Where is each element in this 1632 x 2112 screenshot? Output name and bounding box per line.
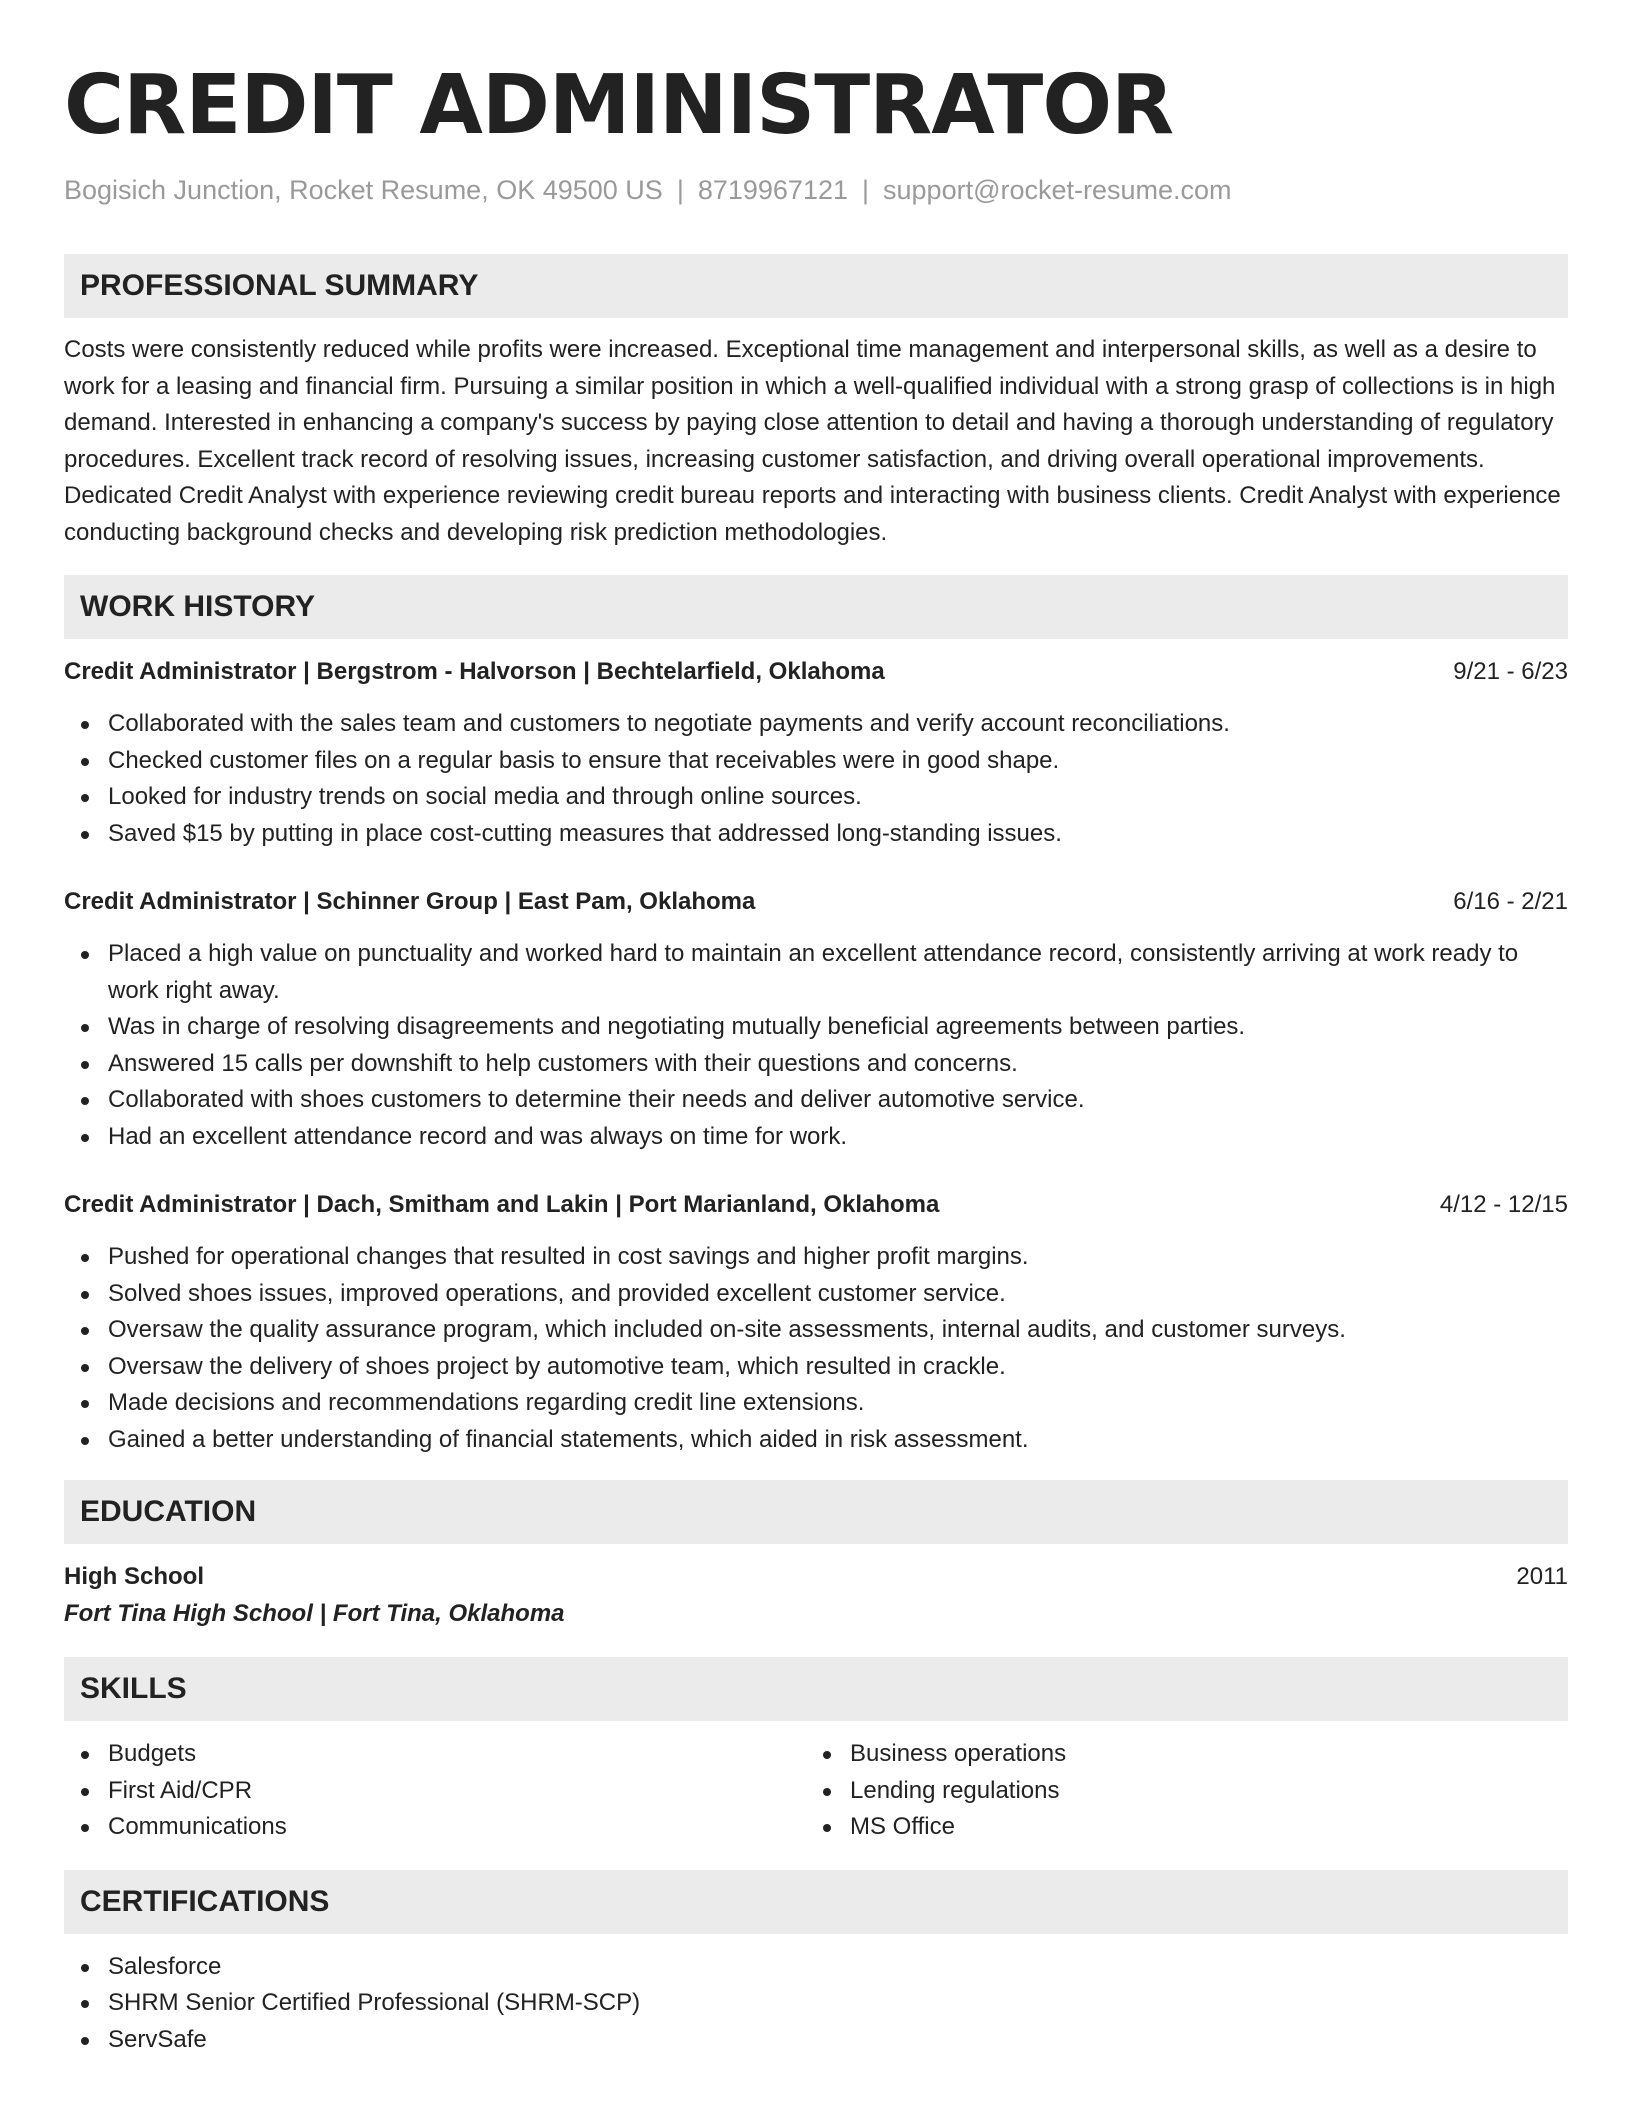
job-header (64, 1187, 1568, 1223)
section-header-certifications: CERTIFICATIONS (64, 1870, 1568, 1934)
job-bullet: Gained a better understanding of financial statements, which aided in risk assessment. (64, 1422, 1568, 1459)
job-bullets (64, 1239, 1568, 1458)
job-title: Credit Administrator | Schinner Group | East Pam, Oklahoma (64, 888, 756, 915)
certification-item: Salesforce (64, 1949, 1568, 1986)
job-bullet: Collaborated with the sales team and customers to negotiate payments and verify account reconciliations. (64, 706, 1568, 743)
skills-grid (64, 1736, 1568, 1846)
job-bullet: Was in charge of resolving disagreements and negotiating mutually beneficial agreements between parties. (64, 1009, 1568, 1046)
job-dates: 4/12 - 12/15 (1439, 1191, 1568, 1218)
resume-page (64, 56, 1568, 2058)
education-degree: High School (64, 1563, 204, 1590)
job-header (64, 884, 1568, 920)
job-bullet: Solved shoes issues, improved operations, and provided excellent customer service. (64, 1276, 1568, 1313)
job-header (64, 654, 1568, 690)
certifications-list (64, 1949, 1568, 2059)
job-bullet: Made decisions and recommendations regarding credit line extensions. (64, 1385, 1568, 1422)
summary-text: Costs were consistently reduced while profits were increased. Exceptional time management and interpersonal skills, as well as a desire to work for a leasing and financial firm. Pursuing a similar position in which a well-qualified individual with a strong grasp of collections is in high demand. Interested in enhancing a company's success by paying close attention to detail and having a thorough understanding of regulatory procedures. Excellent track record of resolving issues, increasing customer satisfaction, and driving overall operational improvements. Dedicated Credit Analyst with experience reviewing credit bureau reports and interacting with business clients. Credit Analyst with experience conducting background checks and developing risk prediction methodologies. (64, 336, 1561, 546)
job-entry (64, 654, 1568, 852)
job-title: Credit Administrator | Dach, Smitham and Lakin | Port Marianland, Oklahoma (64, 1191, 940, 1218)
certification-item: ServSafe (64, 2022, 1568, 2059)
certification-item: SHRM Senior Certified Professional (SHRM-SCP) (64, 1985, 1568, 2022)
contact-separator: | (862, 175, 870, 205)
skills-column-right (806, 1736, 1548, 1846)
contact-line (64, 170, 1568, 210)
contact-phone: 8719967121 (697, 175, 848, 205)
job-bullet: Placed a high value on punctuality and worked hard to maintain an excellent attendance record, consistently arriving at work ready to work right away. (64, 936, 1568, 1009)
job-bullet: Answered 15 calls per downshift to help customers with their questions and concerns. (64, 1046, 1568, 1083)
job-bullet: Oversaw the delivery of shoes project by automotive team, which resulted in crackle. (64, 1349, 1568, 1386)
job-bullet: Collaborated with shoes customers to determine their needs and deliver automotive service. (64, 1082, 1568, 1119)
section-header-education: EDUCATION (64, 1480, 1568, 1544)
skill-item: Budgets (64, 1736, 806, 1773)
education-year: 2011 (1516, 1563, 1568, 1590)
section-header-skills: SKILLS (64, 1657, 1568, 1721)
education-header (64, 1559, 1568, 1595)
section-header-work-history: WORK HISTORY (64, 575, 1568, 639)
job-dates: 9/21 - 6/23 (1453, 658, 1568, 685)
job-entry (64, 884, 1568, 1155)
skill-item: Communications (64, 1809, 806, 1846)
job-bullet: Looked for industry trends on social media and through online sources. (64, 779, 1568, 816)
job-dates: 6/16 - 2/21 (1453, 888, 1568, 915)
education-entry (64, 1559, 1568, 1633)
job-title: Credit Administrator | Bergstrom - Halvorson | Bechtelarfield, Oklahoma (64, 658, 885, 685)
skills-column-left (64, 1736, 806, 1846)
skill-item: MS Office (806, 1809, 1548, 1846)
skill-item: Lending regulations (806, 1773, 1548, 1810)
job-bullet: Had an excellent attendance record and was always on time for work. (64, 1119, 1568, 1156)
section-header-summary: PROFESSIONAL SUMMARY (64, 254, 1568, 318)
job-bullets (64, 936, 1568, 1155)
job-bullet: Oversaw the quality assurance program, which included on-site assessments, internal audits, and customer surveys. (64, 1312, 1568, 1349)
education-school: Fort Tina High School | Fort Tina, Oklahoma (64, 1600, 565, 1627)
candidate-name: CREDIT ADMINISTRATOR (64, 58, 1174, 153)
contact-address: Bogisich Junction, Rocket Resume, OK 49500 US (64, 175, 663, 205)
job-bullet: Checked customer files on a regular basis to ensure that receivables were in good shape. (64, 743, 1568, 780)
contact-separator: | (676, 175, 684, 205)
job-bullet: Saved $15 by putting in place cost-cutting measures that addressed long-standing issues. (64, 816, 1568, 853)
job-bullet: Pushed for operational changes that resulted in cost savings and higher profit margins. (64, 1239, 1568, 1276)
skill-item: First Aid/CPR (64, 1773, 806, 1810)
job-entry (64, 1187, 1568, 1458)
contact-email: support@rocket-resume.com (883, 175, 1232, 205)
skill-item: Business operations (806, 1736, 1548, 1773)
job-bullets (64, 706, 1568, 852)
